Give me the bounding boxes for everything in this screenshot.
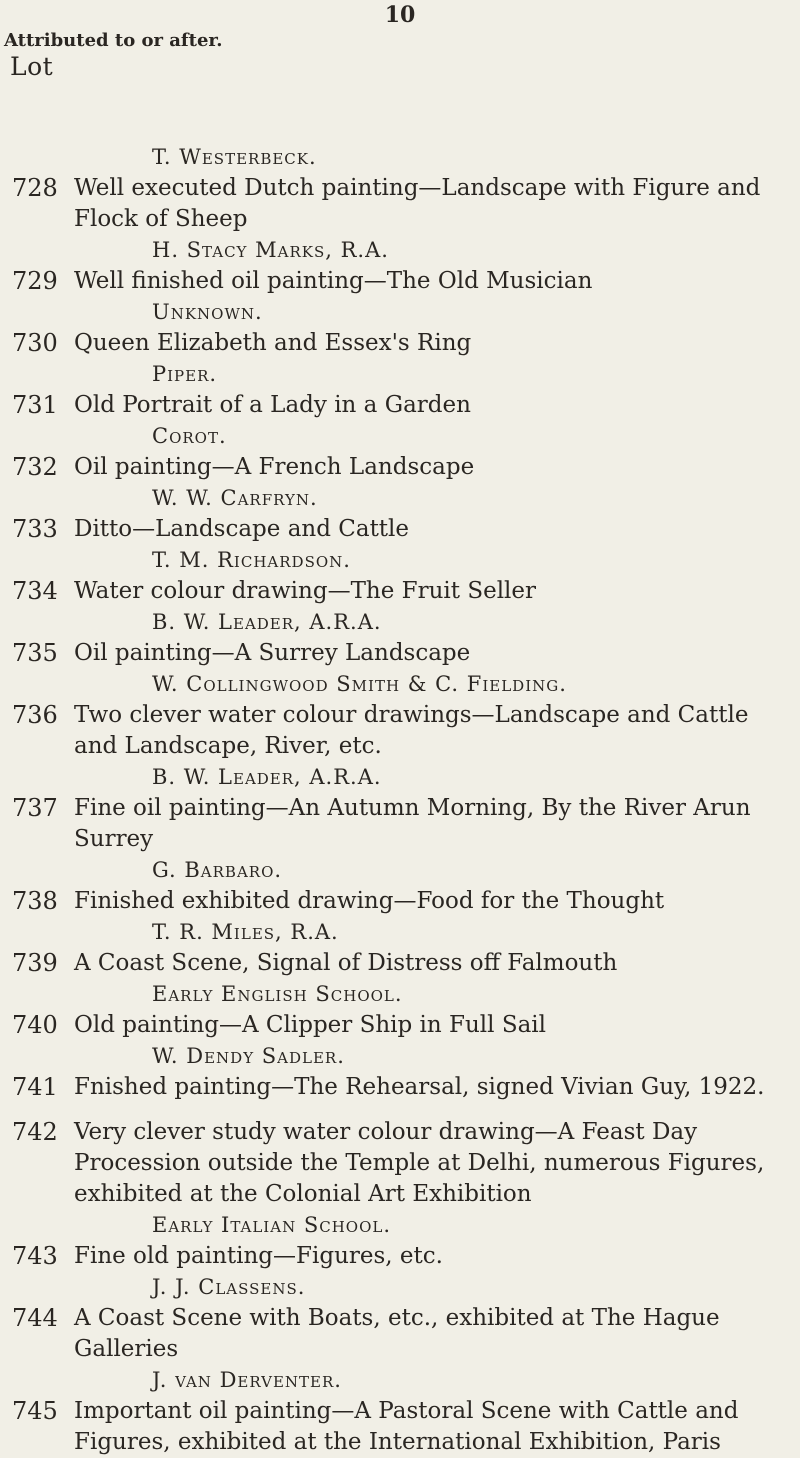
lot-artist: Piper. [152,362,218,386]
lot-number: 732 [12,453,58,481]
lot-description: Oil painting—A French Landscape [74,454,475,480]
lot-column-heading: Lot [10,52,54,81]
lot-number: 734 [12,577,58,605]
lot-artist: H. Stacy Marks, R.A. [152,238,389,262]
lot-entry [0,576,800,638]
lot-entry [0,328,800,390]
lot-number: 740 [12,1011,58,1039]
lot-description: Queen Elizabeth and Essex's Ring [74,330,472,356]
lot-entry [0,173,800,266]
lot-artist: W. Collingwood Smith & C. Fielding. [152,672,567,696]
lot-artist: J. van Derventer. [152,1368,342,1392]
lot-entry [0,1010,800,1072]
lot-description: Very clever study water colour drawing—A Feast Day Procession outside the Temple at Delhi, numerous Figures, exhibited at the Colonial Art Exhibition [74,1119,765,1207]
lot-artist: Corot. [152,424,227,448]
lot-number: 744 [12,1304,58,1332]
lot-artist: T. Westerbeck. [152,145,317,169]
lot-entry [0,390,800,452]
lot-artist: T. R. Miles, R.A. [152,920,339,944]
lot-list [0,142,800,1458]
lot-artist: G. Barbaro. [152,858,283,882]
lot-entry [0,793,800,886]
lot-number: 731 [12,391,58,419]
lot-artist: Early Italian School. [152,1213,392,1237]
lot-entry [0,514,800,576]
lot-number: 743 [12,1242,58,1270]
lot-description: A Coast Scene, Signal of Distress off Falmouth [74,950,618,976]
lot-description: Oil painting—A Surrey Landscape [74,640,471,666]
lot-entry [0,886,800,948]
lot-entry [0,1241,800,1303]
lot-number: 739 [12,949,58,977]
lot-number: 729 [12,267,58,295]
lot-artist: J. J. Classens. [152,1275,306,1299]
lot-entry [0,1396,800,1458]
lot-number: 736 [12,701,58,729]
lot-artist: W. W. Carfryn. [152,486,318,510]
lot-number: 733 [12,515,58,543]
lot-number: 730 [12,329,58,357]
page-number: 10 [384,2,416,28]
lot-description: A Coast Scene with Boats, etc., exhibited at The Hague Galleries [74,1305,720,1362]
lot-number: 741 [12,1073,58,1101]
lot-description: Fine old painting—Figures, etc. [74,1243,443,1269]
lot-artist: B. W. Leader, A.R.A. [152,610,382,634]
lot-description: Finished exhibited drawing—Food for the Thought [74,888,665,914]
lot-entry [0,638,800,700]
lot-description: Ditto—Landscape and Cattle [74,516,410,542]
lot-number: 737 [12,794,58,822]
lot-artist: Early English School. [152,982,403,1006]
lot-spacer [0,1103,800,1117]
lot-description: Old Portrait of a Lady in a Garden [74,392,471,418]
lot-entries [0,173,800,1458]
lot-artist: W. Dendy Sadler. [152,1044,345,1068]
lot-artist: B. W. Leader, A.R.A. [152,765,382,789]
lot-entry [0,700,800,793]
header-note: Attributed to or after. [4,30,223,51]
lot-description: Water colour drawing—The Fruit Seller [74,578,537,604]
lot-description: Old painting—A Clipper Ship in Full Sail [74,1012,546,1038]
lot-description: Well finished oil painting—The Old Musician [74,268,593,294]
lot-artist: T. M. Richardson. [152,548,351,572]
lot-description: Important oil painting—A Pastoral Scene with Cattle and Figures, exhibited at the International Exhibition, Paris [74,1398,739,1455]
lot-entry [0,1303,800,1396]
lot-description: Two clever water colour drawings—Landscape and Cattle and Landscape, River, etc. [74,702,749,759]
lot-number: 738 [12,887,58,915]
lot-number: 728 [12,174,58,202]
lot-entry [0,948,800,1010]
lot-number: 735 [12,639,58,667]
lot-description: Fnished painting—The Rehearsal, signed Vivian Guy, 1922. [74,1074,765,1100]
lot-description: Fine oil painting—An Autumn Morning, By the River Arun Surrey [74,795,751,852]
lot-artist: Unknown. [152,300,263,324]
lot-number: 742 [12,1118,58,1146]
lot-description: Well executed Dutch painting—Landscape with Figure and Flock of Sheep [74,175,761,232]
lot-entry [0,1117,800,1241]
lot-entry [0,1072,800,1117]
lot-entry [0,452,800,514]
lot-number: 745 [12,1397,58,1425]
lot-entry [0,266,800,328]
